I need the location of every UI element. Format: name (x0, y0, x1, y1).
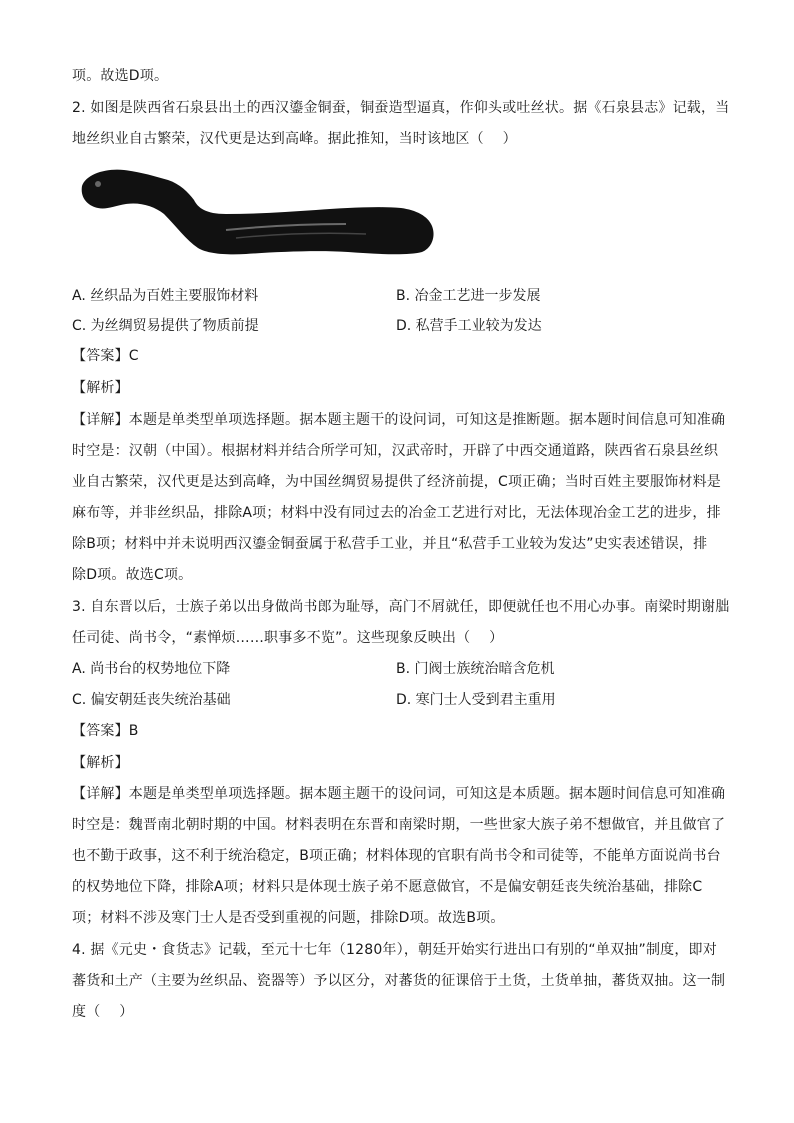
q3-analysis-label: 【解析】 (72, 755, 129, 771)
q2-detail-line-3: 业自古繁荣，汉代更是达到高峰，为中国丝绸贸易提供了经济前提，C项正确；当时百姓主要服饰材料是 (72, 474, 721, 490)
q2-analysis-label: 【解析】 (72, 380, 129, 396)
q2-detail-line-1: 【详解】本题是单类型单项选择题。据本题主题干的设问词，可知这是推断题。据本题时间信息可知准确 (72, 412, 726, 428)
q2-detail-line-4: 麻布等，并非丝织品，排除A项；材料中没有同过去的冶金工艺进行对比，无法体现冶金工艺的进步，排 (72, 505, 721, 521)
q4-stem-line-2: 蕃货和土产（主要为丝织品、瓷器等）予以区分，对蕃货的征课倍于土货，土货单抽，蕃货双抽。这一制 (72, 973, 726, 989)
q3-option-b: B. 门阀士族统治暗含危机 (396, 661, 555, 677)
q2-stem-line-1: 2. 如图是陕西省石泉县出土的西汉鎏金铜蚕，铜蚕造型逼真，作仰头或吐丝状。据《石泉县志》记载，当 (72, 100, 730, 116)
silkworm-bronze-image (76, 164, 438, 264)
q3-stem-line-1: 3. 自东晋以后，士族子弟以出身做尚书郎为耻辱，高门不屑就任，即便就任也不用心办事。南梁时期谢朏 (72, 599, 730, 615)
prev-answer-tail: 项。故选D项。 (72, 68, 169, 84)
q2-detail-line-5: 除B项；材料中并未说明西汉鎏金铜蚕属于私营手工业，并且“私营手工业较为发达”史实表述错误，排 (72, 536, 708, 552)
q4-stem-line-1: 4. 据《元史・食货志》记载，至元十七年（1280年），朝廷开始实行进出口有别的“单双抽”制度，即对 (72, 942, 717, 958)
q3-detail-line-3: 也不勤于政事，这不利于统治稳定，B项正确；材料体现的官职有尚书令和司徒等，不能单方面说尚书台 (72, 848, 721, 864)
q3-detail-line-1: 【详解】本题是单类型单项选择题。据本题主题干的设问词，可知这是本质题。据本题时间信息可知准确 (72, 786, 726, 802)
q2-detail-line-6: 除D项。故选C项。 (72, 567, 193, 583)
q3-option-d: D. 寒门士人受到君主重用 (396, 692, 556, 708)
q2-answer: 【答案】C (72, 348, 139, 364)
q2-detail-line-2: 时空是：汉朝（中国）。根据材料并结合所学可知，汉武帝时，开辟了中西交通道路，陕西省石泉县丝织 (72, 443, 719, 459)
q3-option-c: C. 偏安朝廷丧失统治基础 (72, 692, 231, 708)
q2-option-d: D. 私营手工业较为发达 (396, 318, 542, 334)
q3-stem-line-2: 任司徒、尚书令，“素惮烦……职事多不览”。这些现象反映出（ ） (72, 630, 504, 646)
q4-stem-line-3: 度（ ） (72, 1004, 134, 1020)
q3-detail-line-4: 的权势地位下降，排除A项；材料只是体现士族子弟不愿意做官，不是偏安朝廷丧失统治基础，排除C (72, 879, 703, 895)
q3-answer: 【答案】B (72, 723, 139, 739)
q2-stem-line-2: 地丝织业自古繁荣，汉代更是达到高峰。据此推知，当时该地区（ ） (72, 131, 517, 147)
q3-detail-line-2: 时空是：魏晋南北朝时期的中国。材料表明在东晋和南梁时期，一些世家大族子弟不想做官，并且做官了 (72, 817, 726, 833)
q2-option-a: A. 丝织品为百姓主要服饰材料 (72, 288, 259, 304)
q2-option-c: C. 为丝绸贸易提供了物质前提 (72, 318, 259, 334)
q2-option-b: B. 冶金工艺进一步发展 (396, 288, 541, 304)
q3-option-a: A. 尚书台的权势地位下降 (72, 661, 231, 677)
q3-detail-line-5: 项；材料不涉及寒门士人是否受到重视的问题，排除D项。故选B项。 (72, 910, 505, 926)
